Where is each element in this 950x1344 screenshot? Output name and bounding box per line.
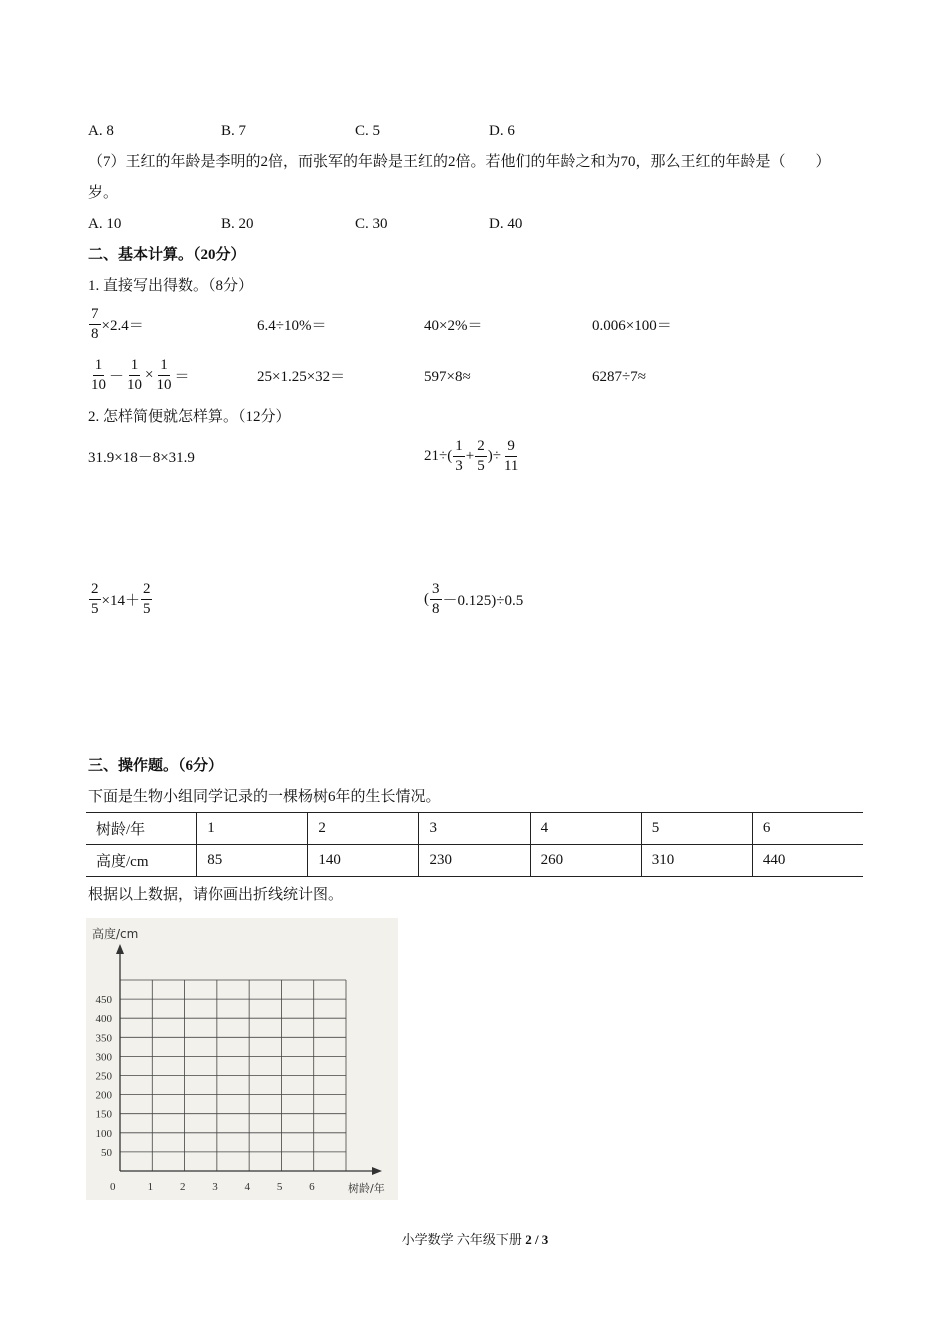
y-tick-label: 100 — [95, 1127, 112, 1140]
table-cell: 140 — [308, 845, 419, 877]
numerator: 1 — [158, 356, 170, 376]
simplify-e2 — [424, 437, 521, 476]
numerator: 1 — [93, 356, 105, 376]
x-tick-label: 4 — [244, 1181, 251, 1193]
fraction — [453, 437, 465, 476]
denominator: 8 — [432, 601, 440, 617]
y-tick-label: 300 — [95, 1051, 112, 1064]
page-number: 2 / 3 — [525, 1232, 549, 1247]
y-tick-label: 350 — [95, 1032, 112, 1045]
table-cell: 4 — [530, 813, 641, 845]
table-cell: 3 — [419, 813, 530, 845]
table-cell: 1 — [197, 813, 308, 845]
y-tick-label: 450 — [95, 994, 112, 1007]
fraction — [475, 437, 487, 476]
page-footer — [0, 1229, 950, 1248]
blank-line-chart-grid — [86, 918, 398, 1200]
table-row — [86, 813, 863, 845]
y-axis-arrow — [116, 944, 124, 954]
q7-option-c: C. 30 — [355, 216, 388, 232]
fraction — [502, 437, 520, 476]
numerator: 2 — [89, 580, 101, 600]
table-cell: 5 — [641, 813, 752, 845]
fraction — [141, 580, 153, 619]
expr-text: ×2.4＝ — [101, 318, 144, 334]
expr-text: )÷ — [487, 448, 501, 464]
fraction — [125, 356, 144, 395]
q7-stem-cont: 岁。 — [88, 185, 119, 201]
x-tick-label: 3 — [212, 1181, 218, 1193]
grid-svg — [86, 918, 398, 1200]
denominator: 10 — [91, 377, 106, 393]
x-tick-label: 0 — [110, 1181, 116, 1193]
numerator: 2 — [141, 580, 153, 600]
numerator: 3 — [430, 580, 442, 600]
x-tick-label: 6 — [309, 1181, 315, 1193]
denominator: 10 — [127, 377, 143, 393]
expr-text: 21÷( — [424, 448, 453, 464]
x-axis-label: 树龄/年 — [348, 1182, 385, 1195]
q7-option-d: D. 40 — [489, 216, 523, 232]
calc-r2-e2: 25×1.25×32＝ — [257, 369, 346, 385]
section3-intro: 下面是生物小组同学记录的一棵杨树6年的生长情况。 — [88, 789, 441, 805]
simplify-e3 — [88, 580, 153, 619]
numerator: 1 — [453, 437, 465, 457]
q7-option-b: B. 20 — [221, 216, 254, 232]
q7-stem: （7）王红的年龄是李明的2倍，而张军的年龄是王红的2倍。若他们的年龄之和为70，那么王红的年龄是（ ） — [88, 154, 831, 170]
section3-title: 三、操作题。（6分） — [88, 758, 224, 774]
y-axis-label: 高度/cm — [92, 927, 139, 941]
fraction — [89, 356, 108, 395]
fraction — [430, 580, 442, 619]
x-axis-arrow — [372, 1167, 382, 1175]
denominator: 10 — [156, 377, 172, 393]
q6-option-c: C. 5 — [355, 123, 381, 139]
table-cell: 高度/cm — [86, 845, 197, 877]
numerator: 9 — [505, 437, 517, 457]
denominator: 5 — [91, 601, 99, 617]
y-tick-label: 400 — [95, 1013, 112, 1026]
table-cell: 85 — [197, 845, 308, 877]
fraction — [89, 580, 101, 619]
expr-text: ( — [424, 591, 429, 607]
growth-table — [86, 812, 863, 877]
table-cell: 440 — [752, 845, 863, 877]
q7-option-a: A. 10 — [88, 216, 122, 232]
fraction — [89, 305, 101, 344]
denominator: 5 — [477, 458, 485, 474]
table-cell: 树龄/年 — [86, 813, 197, 845]
numerator: 7 — [89, 305, 101, 325]
y-tick-label: 250 — [95, 1070, 112, 1083]
table-cell: 310 — [641, 845, 752, 877]
calc-r1-e3: 40×2%＝ — [424, 318, 483, 334]
x-tick-label: 2 — [179, 1181, 186, 1193]
q6-option-b: B. 7 — [221, 123, 247, 139]
calc-r1-e4: 0.006×100＝ — [592, 318, 672, 334]
x-tick-label: 5 — [276, 1181, 283, 1193]
expr-text: ×14＋ — [101, 593, 140, 609]
operator: + — [465, 448, 475, 464]
table-cell: 260 — [530, 845, 641, 877]
table-row — [86, 845, 863, 877]
footer-text: 小学数学 六年级下册 — [401, 1232, 526, 1247]
fraction — [154, 356, 173, 395]
table-cell: 230 — [419, 845, 530, 877]
denominator: 8 — [91, 326, 99, 342]
denominator: 5 — [142, 601, 151, 617]
section2-part2-heading: 2. 怎样简便就怎样算。（12分） — [88, 409, 291, 425]
numerator: 1 — [129, 356, 141, 376]
calc-r2-e1 — [88, 356, 190, 395]
expr-text: －0.125)÷0.5 — [442, 593, 524, 609]
numerator: 2 — [475, 437, 487, 457]
y-tick-label: 150 — [95, 1108, 112, 1121]
calc-r2-e3: 597×8≈ — [424, 369, 471, 385]
calc-r1-e2: 6.4÷10%＝ — [257, 318, 327, 334]
equals: ＝ — [174, 369, 190, 385]
y-tick-label: 50 — [101, 1146, 112, 1159]
simplify-e4 — [424, 580, 523, 619]
denominator: 3 — [455, 458, 463, 474]
q6-option-d: D. 6 — [489, 123, 515, 139]
section2-title: 二、基本计算。（20分） — [88, 247, 246, 263]
q6-option-a: A. 8 — [88, 123, 114, 139]
calc-r2-e4: 6287÷7≈ — [592, 369, 646, 385]
table-cell: 6 — [752, 813, 863, 845]
section2-part1-heading: 1. 直接写出得数。（8分） — [88, 278, 254, 294]
operator: × — [145, 367, 154, 383]
table-cell: 2 — [308, 813, 419, 845]
section3-instruction: 根据以上数据，请你画出折线统计图。 — [88, 887, 344, 903]
calc-r1-e1 — [88, 305, 144, 344]
simplify-e1: 31.9×18－8×31.9 — [88, 450, 195, 466]
y-tick-label: 200 — [95, 1089, 112, 1102]
denominator: 11 — [503, 458, 519, 474]
x-tick-label: 1 — [147, 1181, 154, 1193]
operator: － — [109, 369, 125, 385]
